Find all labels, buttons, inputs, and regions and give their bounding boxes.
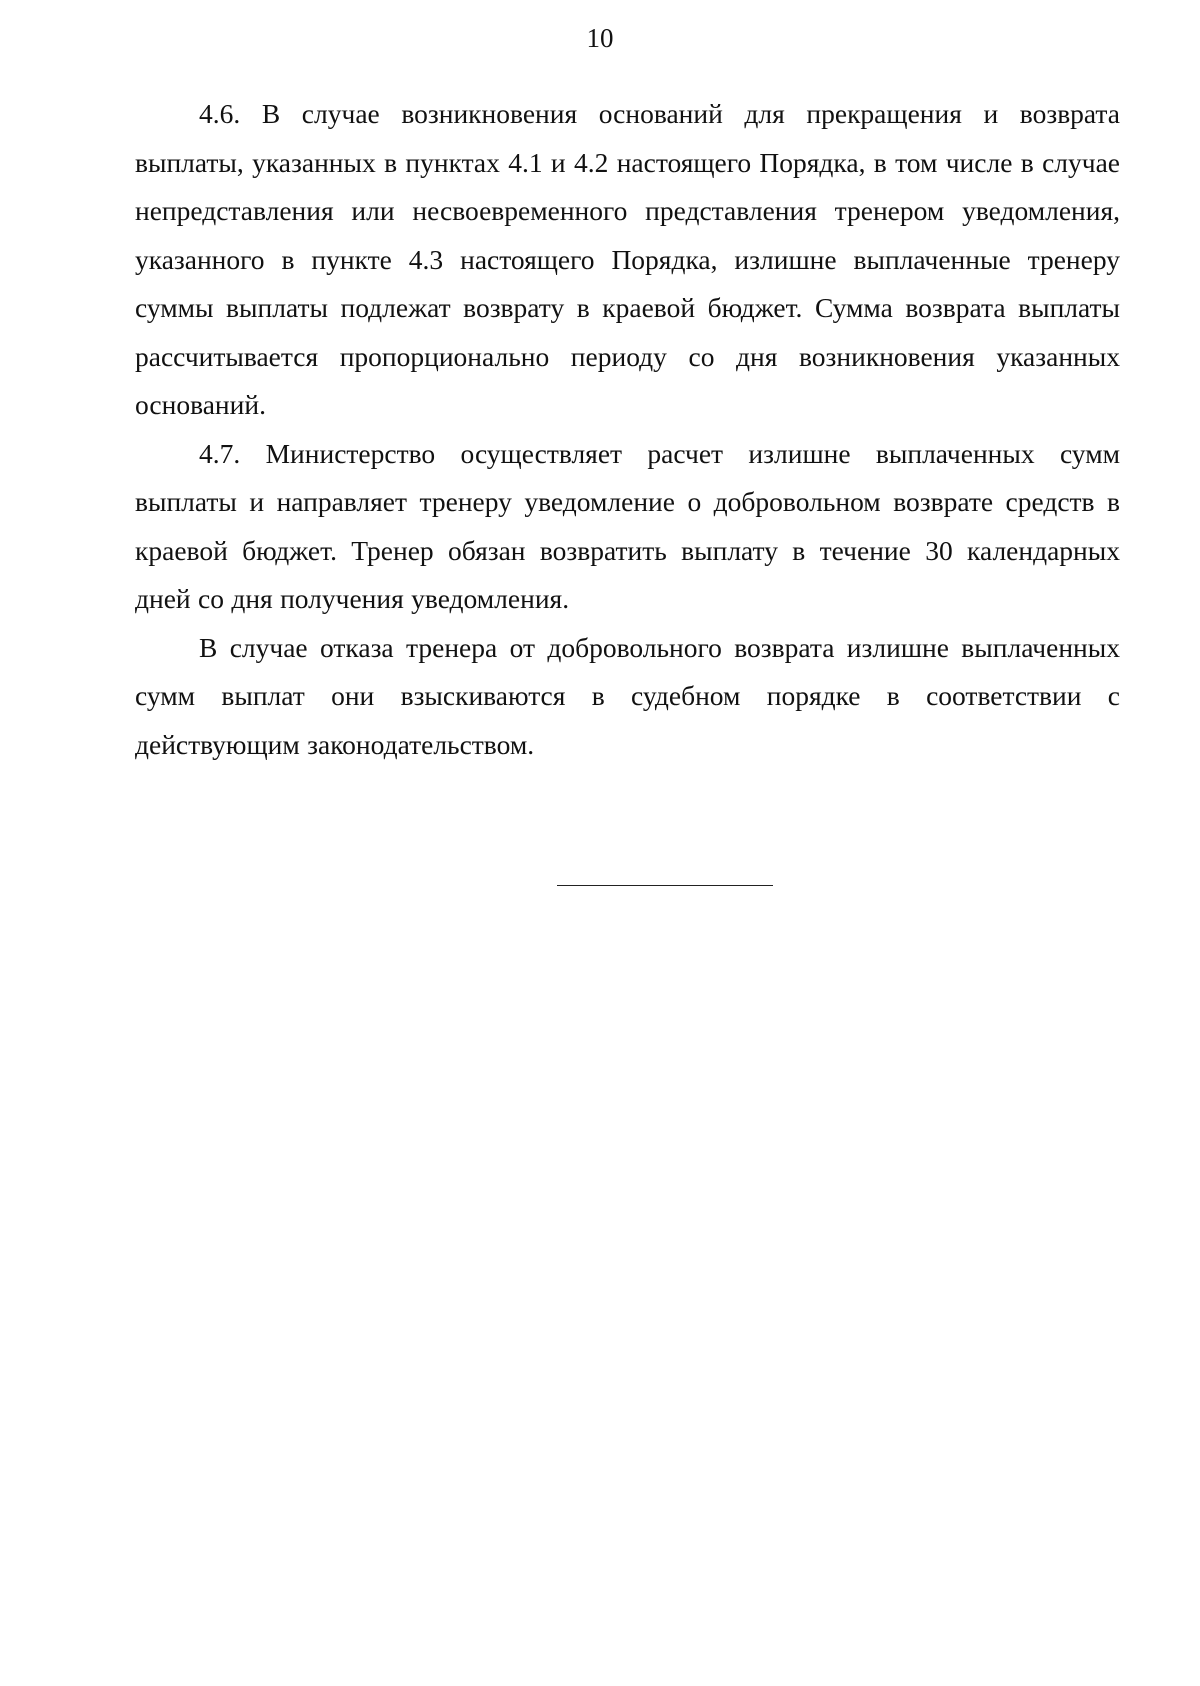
end-separator-line [557, 885, 773, 886]
paragraph-4-7: 4.7. Министерство осуществляет расчет излишне выплаченных сумм выплаты и направляет тренеру уведомление о добровольном возврате средств в краевой бюджет. Тренер обязан возвратить выплату в течение 30 календарных дней со дня получения уведомления. [135, 437, 1120, 614]
paragraph-refusal: В случае отказа тренера от добровольного возврата излишне выплаченных сумм выплат они взыскиваются в судебном порядке в соответствии с действующим законодательством. [135, 631, 1120, 760]
page-number: 10 [586, 23, 614, 53]
document-body [135, 90, 1120, 769]
paragraph-4-6: 4.6. В случае возникновения оснований для прекращения и возврата выплаты, указанных в пунктах 4.1 и 4.2 настоящего Порядка, в том числе в случае непредставления или несвоевременного представления тренером уведомления, указанного в пункте 4.3 настоящего Порядка, излишне выплаченные тренеру суммы выплаты подлежат возврату в краевой бюджет. Сумма возврата выплаты рассчитывается пропорционально периоду со дня возникновения указанных оснований. [135, 98, 1120, 420]
